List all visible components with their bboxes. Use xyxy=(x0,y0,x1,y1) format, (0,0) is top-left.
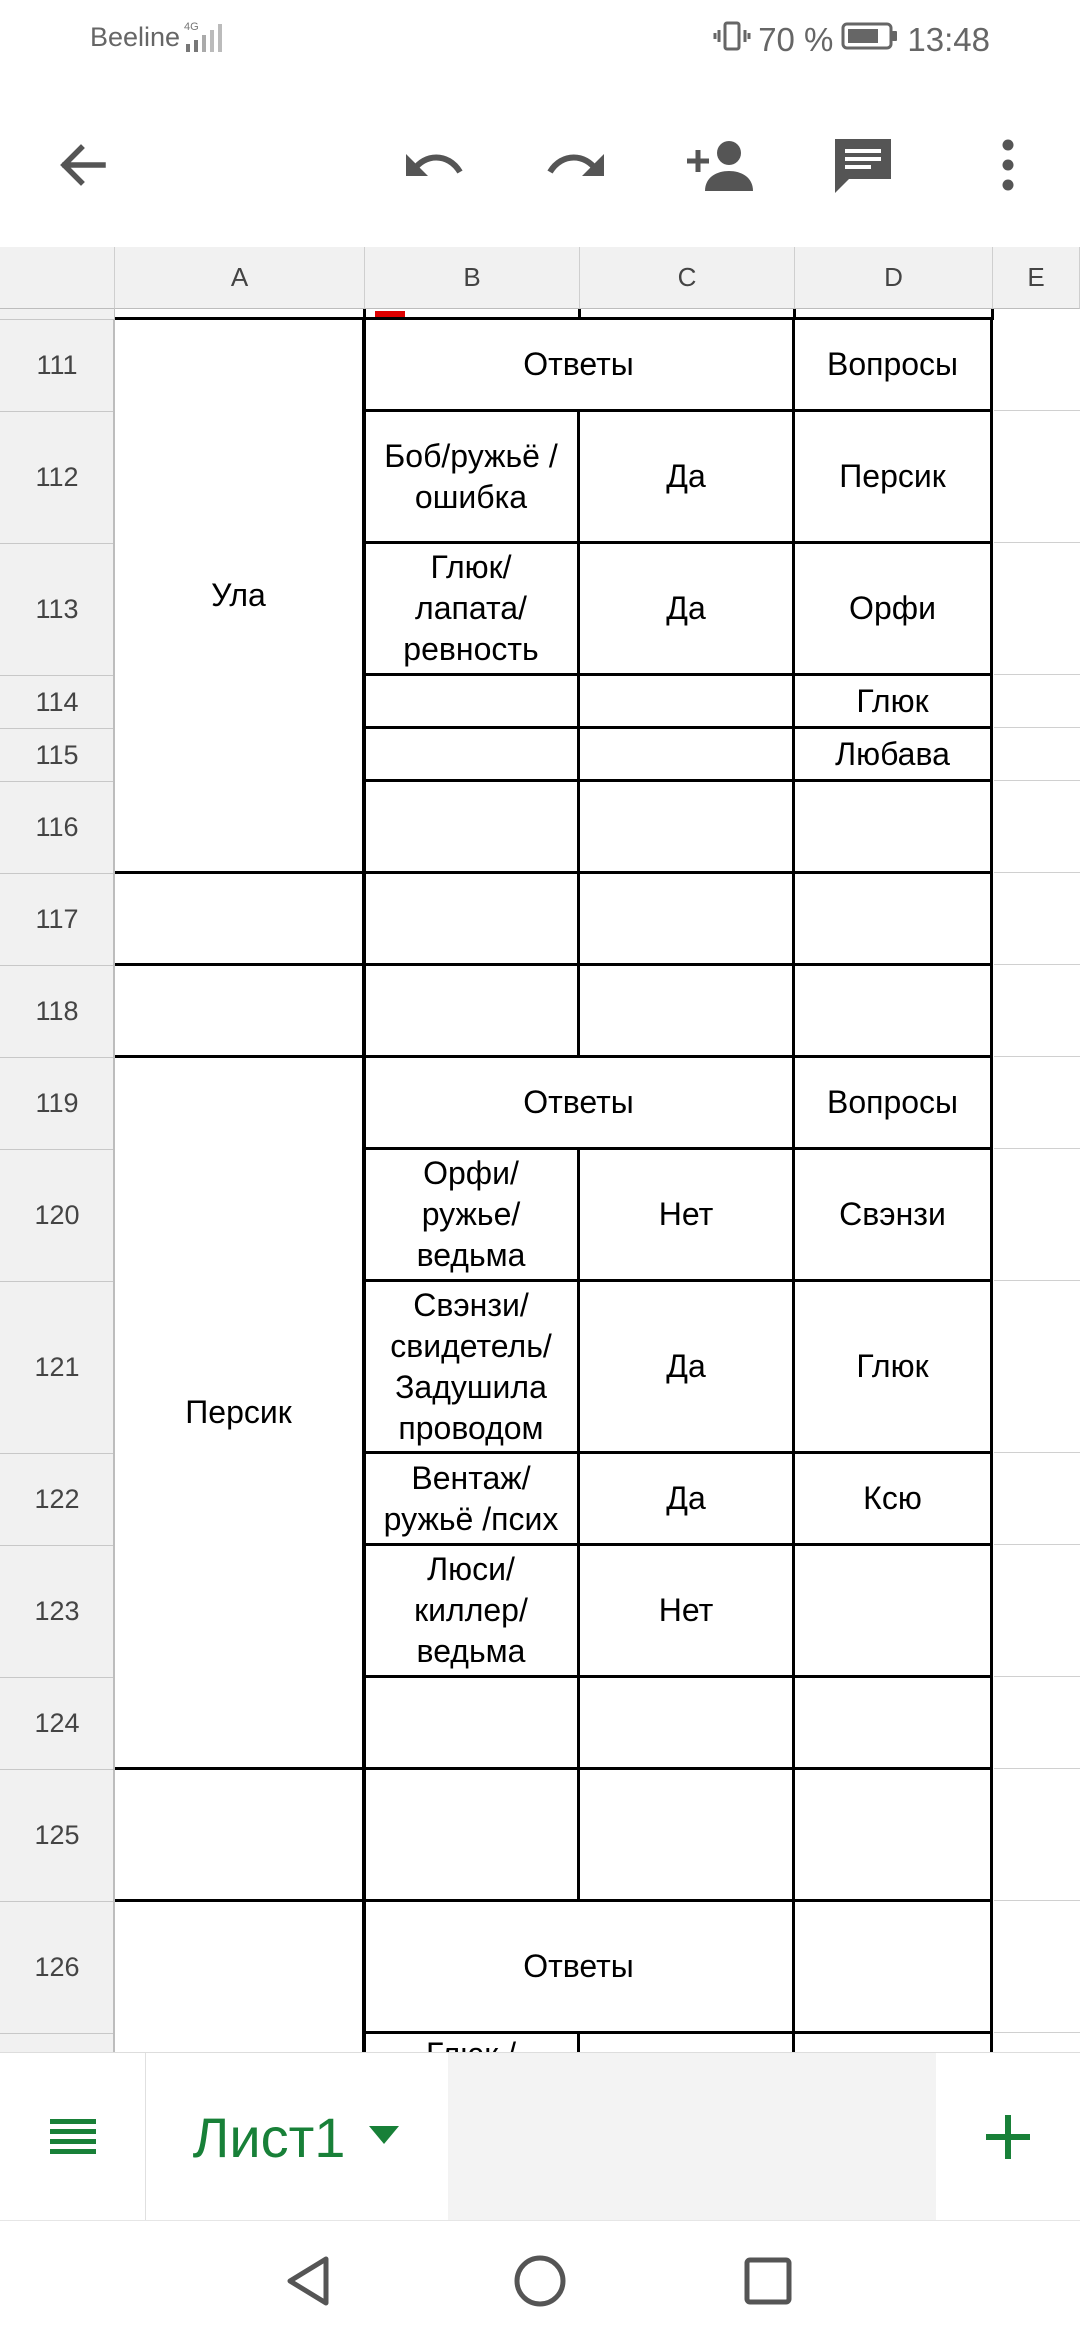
gridline xyxy=(994,410,1080,411)
row-header-111[interactable]: 111 xyxy=(0,320,115,412)
comment-icon[interactable] xyxy=(818,120,908,210)
vibrate-icon xyxy=(714,18,750,62)
cell-b125[interactable] xyxy=(365,1770,580,1902)
row-header-122[interactable]: 122 xyxy=(0,1454,115,1546)
cell-c115[interactable] xyxy=(580,729,795,782)
sheet-list-icon[interactable] xyxy=(0,2053,145,2221)
cell-b121[interactable]: Свэнзи/ свидетель/ Задушила проводом xyxy=(365,1282,580,1454)
sheet-tab-strip xyxy=(448,2053,936,2221)
divider xyxy=(991,309,994,320)
column-header-b[interactable]: B xyxy=(365,247,580,309)
cell-b115[interactable] xyxy=(365,729,580,782)
nav-recents-icon[interactable] xyxy=(738,2251,798,2311)
gridline xyxy=(994,1056,1080,1057)
cell-a125[interactable] xyxy=(115,1770,365,1902)
triangle-down-icon[interactable] xyxy=(367,2124,401,2151)
row-header-partial[interactable] xyxy=(0,309,115,320)
cell-b124[interactable] xyxy=(365,1678,580,1770)
row-header-125[interactable]: 125 xyxy=(0,1770,115,1902)
partial-row-top xyxy=(115,309,993,320)
row-header-115[interactable]: 115 xyxy=(0,729,115,782)
plus-icon[interactable] xyxy=(936,2053,1080,2221)
sheet-tab-label: Лист1 xyxy=(192,2105,346,2169)
cell-b112[interactable]: Боб/ружьё / ошибка xyxy=(365,412,580,544)
cell-b126-merged[interactable]: Ответы xyxy=(365,1902,795,2034)
cell-c121[interactable]: Да xyxy=(580,1282,795,1454)
gridline xyxy=(994,780,1080,781)
gridline xyxy=(994,1148,1080,1149)
cell-d115[interactable]: Любава xyxy=(795,729,993,782)
gridline xyxy=(994,1452,1080,1453)
divider xyxy=(793,309,796,320)
column-header-e[interactable]: E xyxy=(993,247,1080,309)
cell-d121[interactable]: Глюк xyxy=(795,1282,993,1454)
cell-d120[interactable]: Свэнзи xyxy=(795,1150,993,1282)
row-header-126[interactable]: 126 xyxy=(0,1902,115,2034)
gridline xyxy=(994,1280,1080,1281)
gridline xyxy=(994,1676,1080,1677)
cell-c122[interactable]: Да xyxy=(580,1454,795,1546)
cell-b118[interactable] xyxy=(365,966,580,1058)
gridline xyxy=(994,872,1080,873)
cell-c118[interactable] xyxy=(580,966,795,1058)
cell-d124[interactable] xyxy=(795,1678,993,1770)
cell-c120[interactable]: Нет xyxy=(580,1150,795,1282)
sheet-tab-bar xyxy=(0,2052,1080,2221)
cell-b116[interactable] xyxy=(365,782,580,874)
select-all-corner[interactable] xyxy=(0,247,115,309)
cell-a117[interactable] xyxy=(115,874,365,966)
status-right xyxy=(714,18,990,62)
cell-b122[interactable]: Вентаж/ ружьё /псих xyxy=(365,1454,580,1546)
row-header-117[interactable]: 117 xyxy=(0,874,115,966)
gridline xyxy=(994,2032,1080,2033)
row-header-112[interactable]: 112 xyxy=(0,412,115,544)
spreadsheet-grid[interactable] xyxy=(0,247,1080,2052)
cell-b114[interactable] xyxy=(365,676,580,729)
system-nav-bar xyxy=(0,2220,1080,2341)
row-header-123[interactable]: 123 xyxy=(0,1546,115,1678)
cell-b123[interactable]: Люси/ киллер/ ведьма xyxy=(365,1546,580,1678)
status-bar xyxy=(0,0,1080,82)
sheet-tab-active[interactable] xyxy=(145,2053,449,2221)
battery-icon xyxy=(841,19,899,61)
cell-b111-merged[interactable]: Ответы xyxy=(365,320,795,412)
battery-percent: 70 % xyxy=(758,21,834,58)
cell-d111[interactable]: Вопросы xyxy=(795,320,993,412)
row-header-119[interactable]: 119 xyxy=(0,1058,115,1150)
cell-c113[interactable]: Да xyxy=(580,544,795,676)
cell-b117[interactable] xyxy=(365,874,580,966)
undo-icon[interactable] xyxy=(390,120,480,210)
cell-c114[interactable] xyxy=(580,676,795,729)
nav-back-icon[interactable] xyxy=(278,2251,338,2311)
row-header-114[interactable]: 114 xyxy=(0,676,115,729)
arrow-left-icon[interactable] xyxy=(38,120,128,210)
row-header-120[interactable]: 120 xyxy=(0,1150,115,1282)
gridline xyxy=(994,727,1080,728)
gridline xyxy=(994,542,1080,543)
svg-text:4G: 4G xyxy=(184,21,199,33)
cell-c116[interactable] xyxy=(580,782,795,874)
cell-d126[interactable] xyxy=(795,1902,993,2034)
carrier-name: Beeline xyxy=(90,22,181,52)
redo-icon[interactable] xyxy=(530,120,620,210)
gridline xyxy=(994,964,1080,965)
row-header-116[interactable]: 116 xyxy=(0,782,115,874)
gridline xyxy=(994,1900,1080,1901)
row-header-113[interactable]: 113 xyxy=(0,544,115,676)
red-text-fragment xyxy=(375,311,405,317)
cell-d119[interactable]: Вопросы xyxy=(795,1058,993,1150)
cell-c123[interactable]: Нет xyxy=(580,1546,795,1678)
signal-icon xyxy=(182,18,238,59)
cell-d114[interactable]: Глюк xyxy=(795,676,993,729)
clock: 13:48 xyxy=(907,21,990,58)
cell-a111-merged[interactable]: Ула xyxy=(115,320,365,874)
app-toolbar xyxy=(0,82,1080,247)
nav-home-icon[interactable] xyxy=(510,2251,570,2311)
gridline xyxy=(994,1544,1080,1545)
cell-d125[interactable] xyxy=(795,1770,993,1902)
cell-d122[interactable]: Ксю xyxy=(795,1454,993,1546)
row-header-118[interactable]: 118 xyxy=(0,966,115,1058)
column-b-left-border xyxy=(363,320,366,2052)
cell-d118[interactable] xyxy=(795,966,993,1058)
cell-d116[interactable] xyxy=(795,782,993,874)
cell-c117[interactable] xyxy=(580,874,795,966)
cell-d123[interactable] xyxy=(795,1546,993,1678)
cell-c112[interactable]: Да xyxy=(580,412,795,544)
cell-a118[interactable] xyxy=(115,966,365,1058)
cell-b120[interactable]: Орфи/ ружье/ ведьма xyxy=(365,1150,580,1282)
gridline xyxy=(994,674,1080,675)
cell-b113[interactable]: Глюк/ лапата/ ревность xyxy=(365,544,580,676)
row-header-121[interactable]: 121 xyxy=(0,1282,115,1454)
more-vert-icon[interactable] xyxy=(963,120,1053,210)
gridline xyxy=(994,1768,1080,1769)
column-header-a[interactable]: A xyxy=(115,247,365,309)
cell-d113[interactable]: Орфи xyxy=(795,544,993,676)
row-header-divider xyxy=(113,320,115,2052)
person-add-icon[interactable] xyxy=(675,120,765,210)
divider xyxy=(578,309,581,320)
cell-c125[interactable] xyxy=(580,1770,795,1902)
row-header-124[interactable]: 124 xyxy=(0,1678,115,1770)
cell-c124[interactable] xyxy=(580,1678,795,1770)
cell-b119-merged[interactable]: Ответы xyxy=(365,1058,795,1150)
column-header-c[interactable]: C xyxy=(580,247,795,309)
divider xyxy=(363,309,366,320)
cell-d117[interactable] xyxy=(795,874,993,966)
cell-a119-merged[interactable]: Персик xyxy=(115,1058,365,1770)
column-header-d[interactable]: D xyxy=(795,247,993,309)
cell-d112[interactable]: Персик xyxy=(795,412,993,544)
